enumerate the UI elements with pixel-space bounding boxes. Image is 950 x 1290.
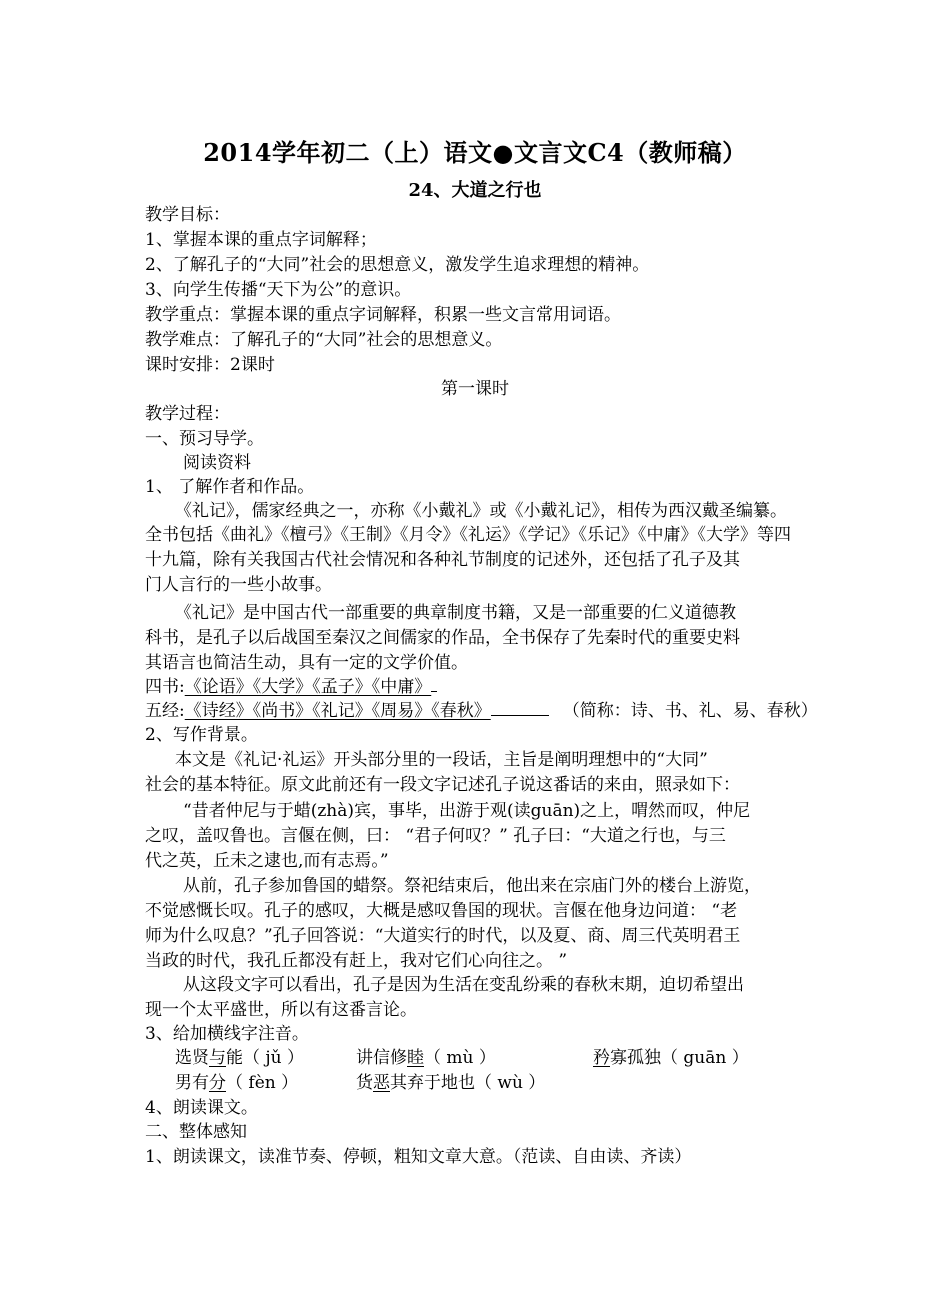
subsection-heading: 4、朗读课文。 — [145, 1098, 258, 1118]
quote-line: 代之英，丘未之逮也,而有志焉。” — [145, 851, 389, 871]
paragraph-line: 十九篇，除有关我国古代社会情况和各种礼节制度的记述外，还包括了孔子及其 — [145, 550, 740, 570]
lesson-title: 24、大道之行也 — [408, 180, 542, 201]
section-heading: 二、整体感知 — [145, 1122, 247, 1142]
subsection-heading: 1、 了解作者和作品。 — [145, 477, 315, 497]
paragraph-line: 门人言行的一些小故事。 — [145, 575, 332, 595]
pinyin-item: 讲信修睦（ mù ） — [356, 1048, 496, 1068]
paragraph-line: 从这段文字可以看出，孔子是因为生活在变乱纷乘的春秋末期，迫切希望出 — [183, 975, 744, 995]
answer-blank — [491, 701, 549, 716]
process-heading: 教学过程： — [145, 404, 230, 424]
paragraph-line: 科书，是孔子以后战国至秦汉之间儒家的作品，全书保存了先秦时代的重要史料 — [145, 628, 740, 648]
paragraph-line: 本文是《礼记·礼运》开头部分里的一段话，主旨是阐明理想中的“大同” — [175, 750, 708, 770]
paragraph-line: 全书包括《曲礼》《檀弓》《王制》《月令》《礼运》《学记》《乐记》《中庸》《大学》等四 — [145, 525, 791, 545]
pinyin-item: 男有分（ fèn ） — [175, 1073, 299, 1093]
reading-material-label: 阅读资料 — [183, 453, 251, 473]
four-books-line — [145, 676, 815, 698]
five-classics-note: （简称：诗、书、礼、易、春秋） — [562, 701, 818, 721]
underlined-char: 与 — [209, 1048, 226, 1068]
list-item: 1、朗读课文，读准节奏、停顿，粗知文章大意。（范读、自由读、齐读） — [145, 1147, 692, 1167]
quote-line: “昔者仲尼与于蜡(zhà)宾，事毕，出游于观(读guān)之上，喟然而叹，仲尼 — [183, 801, 751, 821]
objective-item: 1、掌握本课的重点字词解释； — [145, 230, 377, 250]
five-classics-label: 五经: — [145, 701, 185, 721]
objectives-heading: 教学目标： — [145, 205, 230, 225]
paragraph-line: 《礼记》，儒家经典之一，亦称《小戴礼》或《小戴礼记》，相传为西汉戴圣编纂。 — [175, 501, 787, 521]
document-title: 2014学年初二（上）语文●文言文C4（教师稿） — [203, 138, 747, 167]
underlined-char: 睦 — [407, 1048, 424, 1068]
objective-item: 3、向学生传播“天下为公”的意识。 — [145, 280, 412, 300]
paragraph-line: 社会的基本特征。原文此前还有一段文字记述孔子说这番话的来由，照录如下： — [145, 775, 740, 795]
paragraph-line: 不觉感慨长叹。孔子的感叹，大概是感叹鲁国的现状。言偃在他身边问道： “老 — [145, 901, 738, 921]
underlined-char: 分 — [209, 1073, 226, 1093]
five-classics-list: 《诗经》《尚书》《礼记》《周易》《春秋》 — [184, 701, 491, 721]
four-books-list: 《论语》《大学》《孟子》《中庸》 — [184, 677, 432, 697]
quote-line: 之叹，盖叹鲁也。言偃在侧，曰： “君子何叹？” 孔子曰：“大道之行也，与三 — [145, 826, 726, 846]
paragraph-line: 现一个太平盛世，所以有这番言论。 — [145, 1000, 417, 1020]
subsection-heading: 3、给加横线字注音。 — [145, 1024, 309, 1044]
difficulties: 教学难点：了解孔子的“大同”社会的思想意义。 — [145, 330, 503, 350]
key-points: 教学重点：掌握本课的重点字词解释，积累一些文言常用词语。 — [145, 305, 621, 325]
pinyin-item: 选贤与能（ jǔ ） — [175, 1048, 305, 1068]
paragraph-line: 师为什么叹息？”孔子回答说：“大道实行的时代，以及夏、商、周三代英明君王 — [145, 926, 741, 946]
paragraph-line: 其语言也简洁生动，具有一定的文学价值。 — [145, 653, 468, 673]
lesson-heading: 第一课时 — [441, 379, 509, 399]
pinyin-item: 矜寡孤独（ guān ） — [593, 1048, 749, 1068]
paragraph-line: 《礼记》是中国古代一部重要的典章制度书籍，又是一部重要的仁义道德教 — [175, 603, 736, 623]
objective-item: 2、了解孔子的“大同”社会的思想意义，激发学生追求理想的精神。 — [145, 255, 650, 275]
answer-blank — [431, 677, 437, 692]
underlined-char: 矜 — [593, 1048, 610, 1068]
four-books-label: 四书: — [145, 677, 185, 697]
five-classics-line — [145, 700, 835, 722]
paragraph-line: 从前，孔子参加鲁国的蜡祭。祭祀结束后，他出来在宗庙门外的楼台上游览， — [183, 876, 761, 896]
underlined-char: 恶 — [373, 1073, 390, 1093]
section-heading: 一、预习导学。 — [145, 429, 264, 449]
pinyin-item: 货恶其弃于地也（ wù ） — [356, 1073, 546, 1093]
schedule: 课时安排：2课时 — [145, 355, 275, 375]
paragraph-line: 当政的时代，我孔丘都没有赶上，我对它们心向往之。 ” — [145, 951, 568, 971]
subsection-heading: 2、写作背景。 — [145, 725, 258, 745]
